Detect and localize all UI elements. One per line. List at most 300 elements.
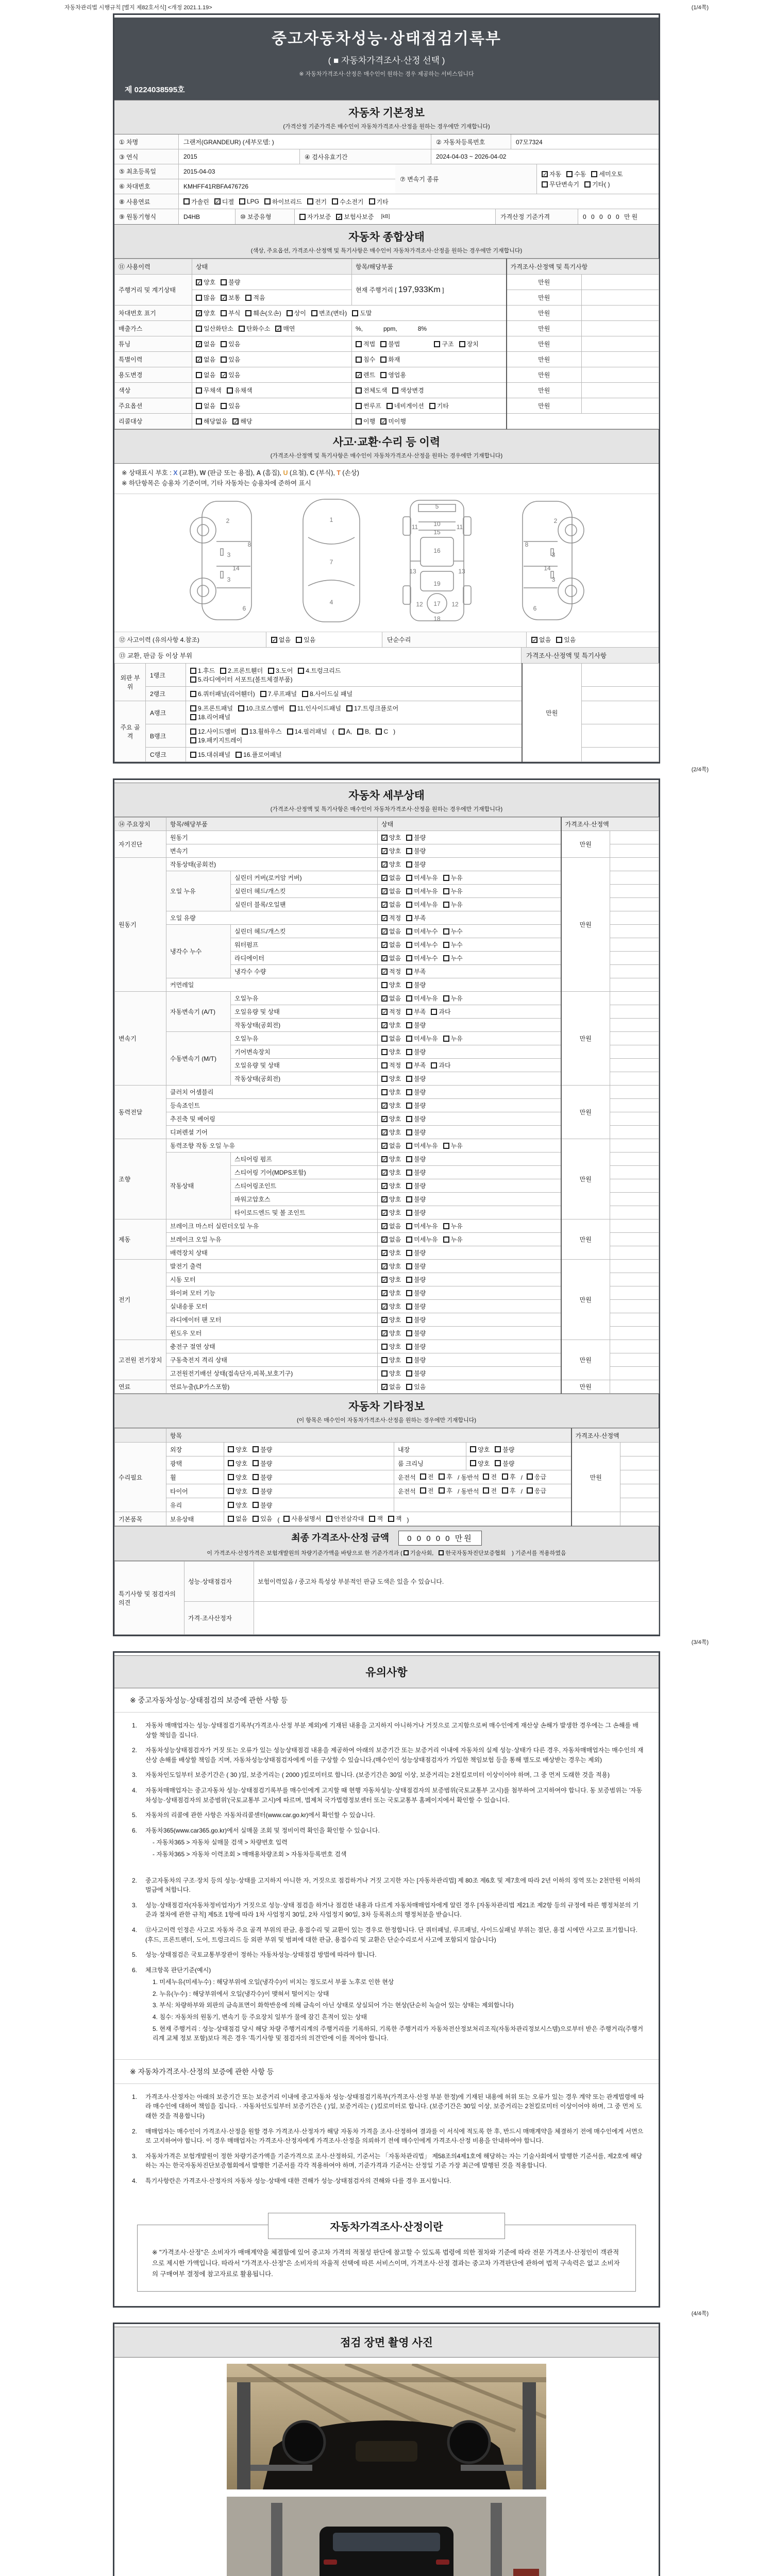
checkbox-option — [406, 1329, 426, 1337]
checkbox-없음[interactable]: ✓ — [382, 955, 388, 962]
checkbox-미이행[interactable]: ✓ — [381, 418, 386, 425]
checkbox-17.트렁크플로어[interactable] — [346, 705, 352, 711]
checkbox-미세누유[interactable] — [406, 1143, 412, 1149]
checkbox-양호[interactable]: ✓ — [382, 1210, 388, 1216]
checkbox-잭[interactable] — [369, 1516, 375, 1522]
checkbox-없음[interactable]: ✓ — [382, 928, 388, 935]
cell — [224, 1470, 394, 1484]
checkbox-적정[interactable]: ✓ — [382, 915, 388, 922]
checkbox-색상변경[interactable] — [392, 387, 398, 394]
checkbox-option — [190, 727, 237, 736]
checkbox-수동[interactable] — [566, 171, 573, 177]
checkbox-상이[interactable] — [287, 310, 293, 316]
checkbox-option — [253, 1514, 272, 1523]
notice-item — [132, 1826, 644, 1859]
checkbox-양호[interactable]: ✓ — [382, 1103, 388, 1109]
checkbox-불량[interactable] — [406, 1277, 412, 1283]
checkbox-렌트[interactable]: ✓ — [357, 372, 362, 379]
checkbox-option — [352, 309, 372, 317]
checkbox-누유[interactable] — [443, 995, 449, 1002]
checkbox-없음[interactable] — [196, 403, 202, 409]
checkbox-무채색[interactable] — [196, 387, 202, 394]
checkbox-8.사이드실 패널[interactable] — [302, 691, 308, 697]
checkbox-불량[interactable] — [406, 861, 412, 868]
checkbox-유채색[interactable] — [227, 387, 233, 394]
checkbox-불량[interactable] — [406, 1049, 412, 1055]
cell: 라디에이터 — [231, 952, 378, 965]
rank-items-line — [190, 750, 517, 759]
checkbox-양호[interactable]: ✓ — [382, 1183, 388, 1190]
checkbox-기타( )[interactable] — [584, 181, 591, 188]
checkbox-2.프론트휀더[interactable] — [220, 668, 226, 674]
checkbox-하이브리드[interactable] — [264, 198, 271, 205]
checkbox-18.리어패널[interactable] — [190, 714, 196, 720]
checkbox-6.쿼터패널(리어휀더)[interactable] — [190, 691, 196, 697]
cell: 충전구 절연 상태 — [166, 1340, 378, 1353]
checkbox-없음[interactable]: ✓ — [382, 995, 388, 1002]
cell — [378, 831, 561, 844]
checkbox-있음[interactable] — [221, 341, 227, 347]
checkbox-10.크로스멤버[interactable] — [238, 705, 244, 711]
checkbox-양호[interactable] — [381, 1049, 388, 1055]
checkbox-적정[interactable]: ✓ — [382, 1009, 388, 1015]
checkbox-불량[interactable] — [406, 1317, 412, 1323]
checkbox-양호[interactable]: ✓ — [197, 279, 202, 286]
cell — [378, 992, 561, 1005]
checkbox-양호[interactable]: ✓ — [382, 1277, 388, 1283]
checkbox-불량[interactable] — [406, 1250, 412, 1256]
checkbox-이행[interactable] — [356, 418, 362, 425]
checkbox-불량[interactable] — [406, 1183, 412, 1189]
checkbox-19.패키지트레이[interactable] — [190, 737, 196, 743]
checkbox-침수[interactable] — [356, 357, 362, 363]
checkbox-과다[interactable] — [431, 1062, 437, 1069]
checkbox-양호[interactable]: ✓ — [382, 1290, 388, 1297]
checkbox-누유[interactable] — [443, 875, 449, 881]
checkbox-불량[interactable] — [406, 1170, 412, 1176]
checkbox-양호[interactable]: ✓ — [382, 1330, 388, 1337]
table-row — [115, 1219, 659, 1233]
checkbox-option — [381, 1168, 401, 1177]
checkbox-label: 불량 — [260, 1487, 273, 1495]
checkbox-불량[interactable] — [406, 1210, 412, 1216]
cell — [610, 1005, 659, 1019]
checkbox-불량[interactable] — [253, 1502, 259, 1508]
cell: 기본품목 — [115, 1512, 166, 1526]
checkbox-양호[interactable] — [228, 1488, 234, 1494]
checkbox-양호[interactable] — [228, 1460, 234, 1466]
document-note: ※ 자동차가격조사·산정은 매수인이 원하는 경우 제공하는 서비스입니다 — [299, 71, 474, 77]
checkbox-양호[interactable]: ✓ — [382, 835, 388, 841]
checkbox-세미오토[interactable] — [591, 171, 597, 177]
checkbox-13.휠하우스[interactable] — [242, 728, 248, 735]
checkbox-기타[interactable] — [429, 403, 435, 409]
checkbox-미세누유[interactable] — [406, 1223, 412, 1229]
cell — [224, 1498, 394, 1512]
checkbox-LPG[interactable] — [239, 198, 245, 205]
checkbox-누수[interactable] — [443, 942, 449, 948]
checkbox-없음[interactable]: ✓ — [382, 1223, 388, 1230]
table-row — [115, 1512, 659, 1526]
checkbox-4.트렁크리드[interactable] — [298, 668, 304, 674]
checkbox-양호[interactable]: ✓ — [382, 1170, 388, 1176]
notice-number: 2. — [132, 1876, 138, 1884]
checkbox-C[interactable] — [376, 728, 382, 735]
checkbox-불량[interactable] — [253, 1446, 259, 1452]
checkbox-불량[interactable] — [406, 1089, 412, 1095]
fuel-options — [179, 194, 659, 209]
checkbox-양호[interactable] — [228, 1474, 234, 1480]
checkbox-양호[interactable] — [381, 1357, 388, 1363]
checkbox-불량[interactable] — [406, 1196, 412, 1202]
checkbox-label: 양호 — [236, 1446, 248, 1453]
checkbox-불법[interactable] — [380, 341, 386, 347]
cell: 상태 — [378, 818, 561, 831]
checkbox-양호[interactable] — [470, 1446, 476, 1452]
checkbox-option — [443, 1222, 463, 1230]
checkbox-미세누유[interactable] — [406, 995, 412, 1002]
checkbox-전[interactable] — [420, 1487, 426, 1494]
cell — [378, 1260, 561, 1273]
checkbox-양호[interactable]: ✓ — [382, 1303, 388, 1310]
checkbox-없음[interactable] — [228, 1516, 234, 1522]
checkbox-부족[interactable] — [406, 969, 412, 975]
checkbox-option — [542, 180, 579, 189]
checkbox-없음[interactable]: ✓ — [382, 888, 388, 895]
checkbox-적정[interactable]: ✓ — [382, 969, 388, 975]
checkbox-해당[interactable]: ✓ — [233, 418, 239, 425]
checkbox-누유[interactable] — [443, 902, 449, 908]
checkbox-도말[interactable] — [352, 310, 358, 316]
checkbox-일산화탄소[interactable] — [196, 326, 202, 332]
checkbox-양호[interactable]: ✓ — [382, 848, 388, 855]
checkbox-없음[interactable] — [196, 372, 202, 378]
checkbox-기타[interactable] — [369, 198, 375, 205]
checkbox-없음[interactable]: ✓ — [197, 357, 202, 363]
checkbox-네비게이션[interactable] — [386, 403, 393, 409]
checkbox-label: 부족 — [414, 914, 426, 922]
checkbox-불량[interactable] — [406, 1290, 412, 1296]
checkbox-label: 부식 — [228, 310, 241, 317]
checkbox-불량[interactable] — [253, 1474, 259, 1480]
checkbox-탄화수소[interactable] — [239, 326, 245, 332]
cell: 오일누유 — [231, 992, 378, 1005]
checkbox-12.사이드멤버[interactable] — [190, 728, 196, 735]
checkbox-A,[interactable] — [339, 728, 345, 735]
checkbox-해당없음[interactable] — [196, 418, 202, 425]
checkbox-label: 불량 — [260, 1501, 273, 1509]
checkbox-불량[interactable] — [406, 1129, 412, 1136]
checkbox-있음[interactable] — [296, 637, 302, 643]
checkbox-있음[interactable]: ✓ — [222, 372, 227, 379]
checkbox-후[interactable] — [502, 1487, 508, 1494]
checkbox-매연[interactable]: ✓ — [276, 326, 281, 332]
checkbox-후[interactable] — [502, 1473, 508, 1480]
rank-items-line — [190, 689, 517, 698]
checkbox-option — [214, 197, 234, 206]
checkbox-불량[interactable] — [406, 1330, 412, 1336]
cell: 만원 — [507, 398, 582, 414]
checkbox-11.인사이드패널[interactable] — [290, 705, 296, 711]
checkbox-전체도색[interactable] — [356, 387, 362, 394]
checkbox-한국자동차진단보증협회[interactable] — [439, 1550, 444, 1555]
checkbox-불량[interactable] — [406, 1357, 412, 1363]
checkbox-부족[interactable] — [406, 1009, 412, 1015]
checkbox-많음[interactable] — [196, 295, 202, 301]
price-box-title: 자동차가격조사·산정이란 — [268, 2213, 505, 2239]
checkbox-group — [381, 913, 557, 922]
checkbox-미세누유[interactable] — [406, 1036, 412, 1042]
page-2 — [113, 778, 660, 1636]
checkbox-썬루프[interactable] — [356, 403, 362, 409]
cell — [352, 398, 507, 414]
checkbox-전[interactable] — [483, 1473, 489, 1480]
cell: 라디에이터 팬 모터 — [166, 1313, 378, 1327]
cell — [254, 1602, 659, 1635]
checkbox-불량[interactable] — [495, 1446, 501, 1452]
checkbox-적음[interactable] — [245, 295, 251, 301]
checkbox-group — [470, 1459, 567, 1468]
checkbox-불량[interactable] — [406, 1022, 412, 1028]
checkbox-양호[interactable] — [228, 1502, 234, 1508]
checkbox-양호[interactable] — [381, 1370, 388, 1377]
cell — [610, 911, 659, 925]
checkbox-label: 미세누유 — [414, 901, 438, 908]
checkbox-미세누유[interactable] — [406, 875, 412, 881]
reg-no-label: ② 자동차등록번호 — [431, 134, 511, 149]
checkbox-전[interactable] — [483, 1487, 489, 1494]
checkbox-양호[interactable]: ✓ — [382, 1129, 388, 1136]
section-note: (가격조사·산정액 및 특기사항은 매수인이 자동차가격조사·산정을 원하는 경우에만 기재합니다) — [270, 453, 503, 459]
cell — [224, 1443, 394, 1456]
checkbox-있음[interactable] — [556, 637, 562, 643]
checkbox-불량[interactable] — [406, 1370, 412, 1377]
checkbox-불량[interactable] — [406, 848, 412, 854]
checkbox-불량[interactable] — [406, 835, 412, 841]
checkbox-불량[interactable] — [221, 279, 227, 285]
checkbox-option — [429, 401, 449, 410]
checkbox-양호[interactable]: ✓ — [382, 861, 388, 868]
checkbox-5.라디에이터 서포트(볼트체결부품)[interactable] — [190, 676, 196, 683]
checkbox-label: 보통 — [228, 294, 241, 301]
checkbox-양호[interactable]: ✓ — [382, 1317, 388, 1324]
checkbox-16.플로어패널[interactable] — [236, 752, 242, 758]
checkbox-부식[interactable] — [221, 310, 227, 316]
panel-rank-table — [114, 663, 659, 762]
notice-text: 자동차성능상태점검자가 거짓 또는 오류가 있는 성능상태점검 내용을 제공하여 아래의 보증기간 또는 보증거리 이내에 자동차의 실제 성능·상태가 다른 경우, 자동차매매업자는 매수인의 재산상 손해를 배상할 책임을 지며, 자동차성능상태점검자에게 이를 구상할 수 있습니다.(매수인이 성능상태점검자가 가입한 책임보험 등을 통해 별도로 배상받는 경우는 제외) — [145, 1747, 644, 1764]
inspection-photo-2 — [227, 2497, 546, 2576]
checkbox-전[interactable] — [420, 1473, 426, 1480]
checkbox-자동[interactable]: ✓ — [543, 171, 548, 178]
svg-text:6: 6 — [242, 605, 246, 612]
checkbox-label: 잭 — [395, 1515, 402, 1523]
checkbox-option — [527, 1472, 546, 1481]
checkbox-없음[interactable]: ✓ — [272, 637, 277, 643]
checkbox-label: 불량 — [414, 1330, 426, 1337]
checkbox-양호[interactable]: ✓ — [382, 1196, 388, 1203]
checkbox-양호[interactable] — [381, 1089, 388, 1095]
checkbox-3.도어[interactable] — [268, 668, 274, 674]
notice-text: 자동차매매업자는 중고자동차 성능·상태점검기록부를 매수인에게 고지할 때 현행 자동차성능·상태점검자의 보증범위(국토교통부 고시)를 첨부하여 고지하여야 합니다. 동 보증범위는 '자동차성능·상태점검자의 보증범위'(국토교통부 고시)에 따르며, 법제처 국가법령정보센터 또는 국토교통부 홈페이지에서 확인할 수 있습니다. — [145, 1786, 643, 1804]
text: ) — [407, 1516, 409, 1523]
checkbox-불량[interactable] — [406, 982, 412, 988]
checkbox-양호[interactable]: ✓ — [382, 1116, 388, 1123]
cell — [610, 1286, 659, 1300]
checkbox-14.필러패널[interactable] — [287, 728, 293, 735]
checkbox-있음[interactable] — [253, 1516, 259, 1522]
checkbox-후[interactable] — [439, 1473, 445, 1480]
checkbox-누유[interactable] — [443, 1223, 449, 1229]
checkbox-불량[interactable] — [406, 1344, 412, 1350]
checkbox-label: 응급 — [534, 1487, 547, 1495]
checkbox-있음[interactable] — [406, 1384, 412, 1390]
checkbox-없음[interactable]: ✓ — [382, 942, 388, 948]
checkbox-미세누수[interactable] — [406, 928, 412, 935]
cell: %, ppm, 8% — [352, 321, 507, 336]
checkbox-있음[interactable] — [221, 403, 227, 409]
first-reg-value: 2015-04-03 — [183, 167, 215, 175]
checkbox-미세누수[interactable] — [406, 942, 412, 948]
checkbox-없음[interactable]: ✓ — [382, 902, 388, 908]
checkbox-누유[interactable] — [443, 1036, 449, 1042]
checkbox-훼손(오손)[interactable] — [245, 310, 251, 316]
checkbox-변조(변타)[interactable] — [311, 310, 317, 316]
text: / 동반석 — [457, 1474, 479, 1482]
checkbox-부족[interactable] — [406, 1062, 412, 1069]
checkbox-미세누수[interactable] — [406, 955, 412, 961]
checkbox-15.대쉬패널[interactable] — [190, 752, 196, 758]
checkbox-없음[interactable] — [381, 1036, 388, 1042]
checkbox-미세누유[interactable] — [406, 902, 412, 908]
checkbox-불량[interactable] — [406, 1116, 412, 1122]
checkbox-불량[interactable] — [406, 1076, 412, 1082]
checkbox-부족[interactable] — [406, 915, 412, 921]
checkbox-누수[interactable] — [443, 955, 449, 961]
checkbox-적법[interactable] — [356, 341, 362, 347]
checkbox-영업용[interactable] — [380, 372, 386, 378]
cell — [378, 1166, 561, 1179]
cell: 실린더 블록/오일팬 — [231, 898, 378, 911]
checkbox-없음[interactable]: ✓ — [532, 637, 537, 643]
checkbox-누유[interactable] — [443, 1236, 449, 1243]
notice-item — [132, 1770, 644, 1780]
final-price-section — [114, 1526, 659, 1561]
checkbox-보통[interactable]: ✓ — [222, 295, 227, 301]
checkbox-양호[interactable]: ✓ — [382, 1022, 388, 1029]
checkbox-label: 썬루프 — [363, 402, 381, 410]
checkbox-label: 기타( ) — [592, 181, 610, 188]
checkbox-무단변속기[interactable] — [542, 181, 548, 188]
checkbox-구조[interactable] — [434, 341, 440, 347]
checkbox-누수[interactable] — [443, 928, 449, 935]
checkbox-label: 양호 — [389, 1182, 401, 1190]
checkbox-option — [443, 927, 463, 936]
checkbox-양호[interactable]: ✓ — [382, 1156, 388, 1163]
checkbox-group — [196, 278, 348, 286]
checkbox-응급[interactable] — [527, 1473, 533, 1480]
cell — [186, 724, 522, 748]
checkbox-잭[interactable] — [388, 1516, 394, 1522]
checkbox-후[interactable] — [439, 1487, 445, 1494]
checkbox-불량[interactable] — [406, 1303, 412, 1310]
checkbox-양호[interactable] — [228, 1446, 234, 1452]
checkbox-양호[interactable] — [381, 1344, 388, 1350]
cell — [378, 1233, 561, 1246]
checkbox-양호[interactable]: ✓ — [382, 1263, 388, 1270]
cell — [466, 1443, 572, 1456]
checkbox-자가보증[interactable] — [299, 214, 306, 220]
checkbox-group — [381, 1275, 557, 1284]
checkbox-label: 적정 — [389, 1062, 401, 1069]
checkbox-가솔린[interactable] — [183, 198, 190, 205]
cell: 용도변경 — [115, 367, 192, 383]
checkbox-없음[interactable]: ✓ — [382, 1236, 388, 1243]
checkbox-수소전기[interactable] — [332, 198, 338, 205]
checkbox-기술사회,[interactable] — [404, 1550, 409, 1555]
checkbox-불량[interactable] — [253, 1460, 259, 1466]
svg-text:13: 13 — [458, 568, 465, 575]
checkbox-없음[interactable]: ✓ — [197, 341, 202, 348]
table-row — [115, 336, 659, 352]
checkbox-누유[interactable] — [443, 1143, 449, 1149]
checkbox-안전삼각대[interactable] — [326, 1516, 332, 1522]
cell: 만원 — [507, 290, 582, 306]
checkbox-9.프론트패널[interactable] — [190, 705, 196, 711]
checkbox-option — [346, 704, 398, 713]
cell — [192, 275, 352, 290]
checkbox-7.루프패널[interactable] — [260, 691, 266, 697]
checkbox-디젤[interactable]: ✓ — [215, 199, 220, 205]
checkbox-사용설명서[interactable] — [283, 1516, 290, 1522]
section-note: (색상, 주요옵션, 가격조사·산정액 및 특기사항은 매수인이 자동차가격조사·산정을 원하는 경우에만 기재합니다) — [250, 248, 523, 254]
checkbox-없음[interactable]: ✓ — [382, 1384, 388, 1391]
checkbox-전기[interactable] — [307, 198, 313, 205]
checkbox-option — [196, 417, 227, 426]
checkbox-없음[interactable]: ✓ — [382, 875, 388, 882]
checkbox-B,[interactable] — [357, 728, 363, 735]
checkbox-장치[interactable] — [459, 341, 465, 347]
checkbox-적정[interactable] — [381, 1062, 388, 1069]
checkbox-양호[interactable]: ✓ — [197, 310, 202, 317]
checkbox-화재[interactable] — [380, 357, 386, 363]
checkbox-1.후드[interactable] — [190, 668, 196, 674]
checkbox-양호[interactable] — [381, 982, 388, 988]
checkbox-과다[interactable] — [431, 1009, 437, 1015]
checkbox-미세누유[interactable] — [406, 1236, 412, 1243]
checkbox-label: 양호 — [389, 1370, 401, 1377]
checkbox-불량[interactable] — [253, 1488, 259, 1494]
cell — [378, 1179, 561, 1193]
checkbox-label: 있음 — [228, 341, 241, 348]
checkbox-불량[interactable] — [406, 1156, 412, 1162]
checkbox-label: 도말 — [360, 310, 372, 317]
checkbox-없음[interactable]: ✓ — [382, 1143, 388, 1149]
checkbox-양호[interactable] — [470, 1460, 476, 1466]
checkbox-양호[interactable]: ✓ — [382, 1250, 388, 1257]
checkbox-누유[interactable] — [443, 888, 449, 894]
checkbox-있음[interactable] — [221, 357, 227, 363]
checkbox-불량[interactable] — [406, 1263, 412, 1269]
checkbox-불량[interactable] — [495, 1460, 501, 1466]
checkbox-group — [381, 1168, 557, 1177]
checkbox-label: 양호 — [389, 1102, 401, 1109]
checkbox-양호[interactable] — [381, 1076, 388, 1082]
checkbox-보험사보증[interactable]: ✓ — [337, 214, 342, 221]
checkbox-미세누유[interactable] — [406, 888, 412, 894]
checkbox-응급[interactable] — [527, 1487, 533, 1494]
checkbox-불량[interactable] — [406, 1103, 412, 1109]
cell: ⑪ 사용이력 — [115, 259, 192, 275]
